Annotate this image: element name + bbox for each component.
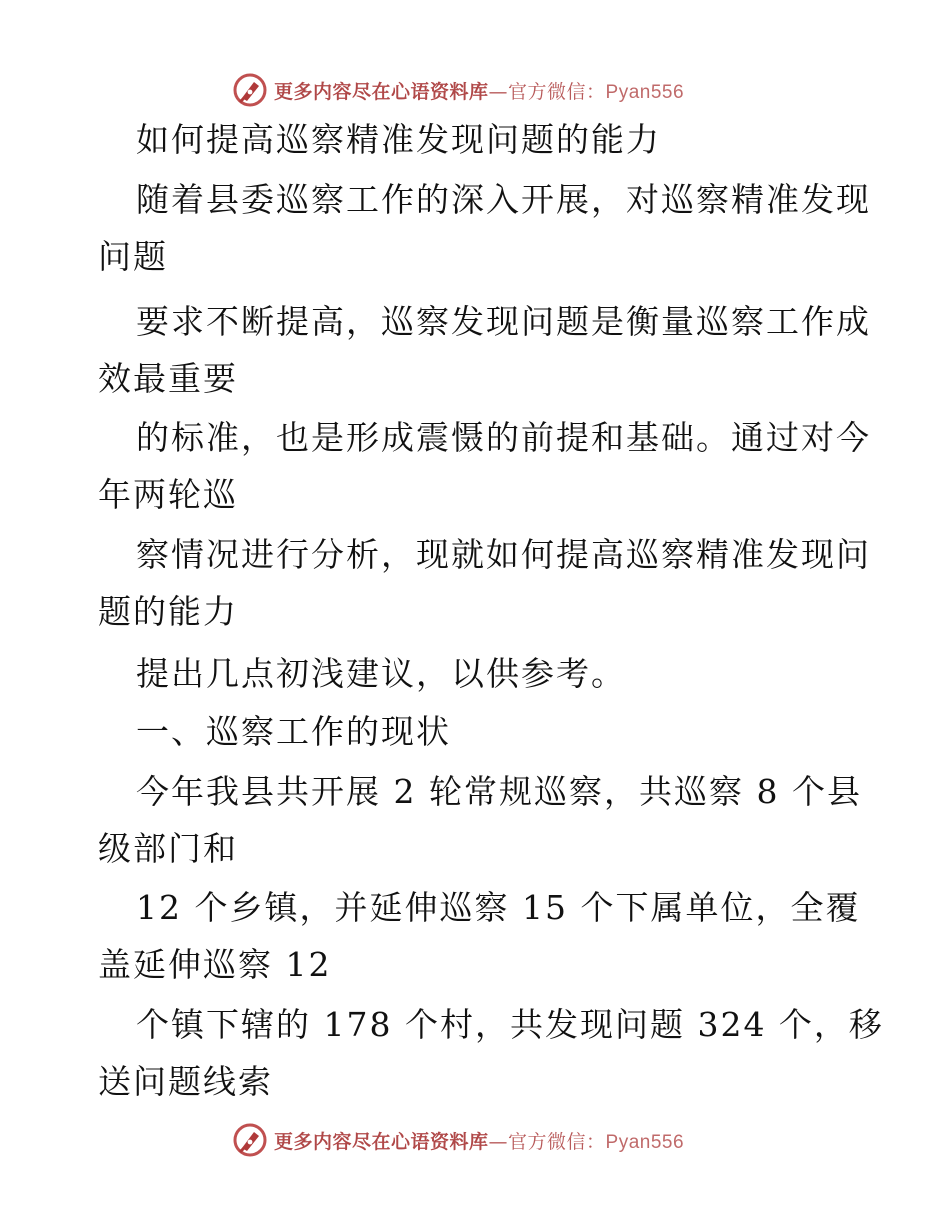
paragraph-line: 盖延伸巡察 12 [98, 945, 332, 984]
watermark-footer [232, 1120, 752, 1160]
pen-nib-logo-icon [232, 72, 268, 108]
watermark-brand: 更多内容尽在心语资料库 [274, 1130, 489, 1153]
paragraph-line: 提出几点初浅建议，以供参考。 [136, 654, 626, 693]
section-heading: 一、巡察工作的现状 [136, 712, 451, 751]
watermark-wechat-id: Pyan556 [605, 1131, 685, 1153]
watermark-header [232, 70, 752, 110]
watermark-text [274, 77, 684, 104]
paragraph-line: 效最重要 [98, 359, 238, 398]
paragraph-line: 的标准，也是形成震慑的前提和基础。通过对今 [136, 418, 871, 457]
paragraph-line: 个镇下辖的 178 个村，共发现问题 324 个，移 [136, 1005, 884, 1044]
paragraph-line: 要求不断提高，巡察发现问题是衡量巡察工作成 [136, 302, 871, 341]
paragraph-line: 察情况进行分析，现就如何提高巡察精准发现问 [136, 535, 871, 574]
paragraph-line: 随着县委巡察工作的深入开展，对巡察精准发现 [136, 180, 871, 219]
watermark-dash: — [488, 1130, 509, 1153]
watermark-official: 官方微信： [508, 1130, 606, 1153]
paragraph-line: 年两轮巡 [98, 475, 238, 514]
watermark-text [274, 1127, 684, 1154]
paragraph-line: 今年我县共开展 2 轮常规巡察，共巡察 8 个县 [136, 772, 862, 811]
paragraph-line: 12 个乡镇，并延伸巡察 15 个下属单位，全覆 [136, 888, 861, 927]
paragraph-line: 送问题线索 [98, 1062, 273, 1101]
watermark-brand: 更多内容尽在心语资料库 [274, 80, 489, 103]
watermark-official: 官方微信： [508, 80, 606, 103]
paragraph-line: 问题 [98, 237, 168, 276]
watermark-wechat-id: Pyan556 [605, 81, 685, 103]
document-title: 如何提高巡察精准发现问题的能力 [136, 120, 661, 159]
paragraph-line: 题的能力 [98, 592, 238, 631]
paragraph-line: 级部门和 [98, 829, 238, 868]
pen-nib-logo-icon [232, 1122, 268, 1158]
watermark-dash: — [488, 80, 509, 103]
